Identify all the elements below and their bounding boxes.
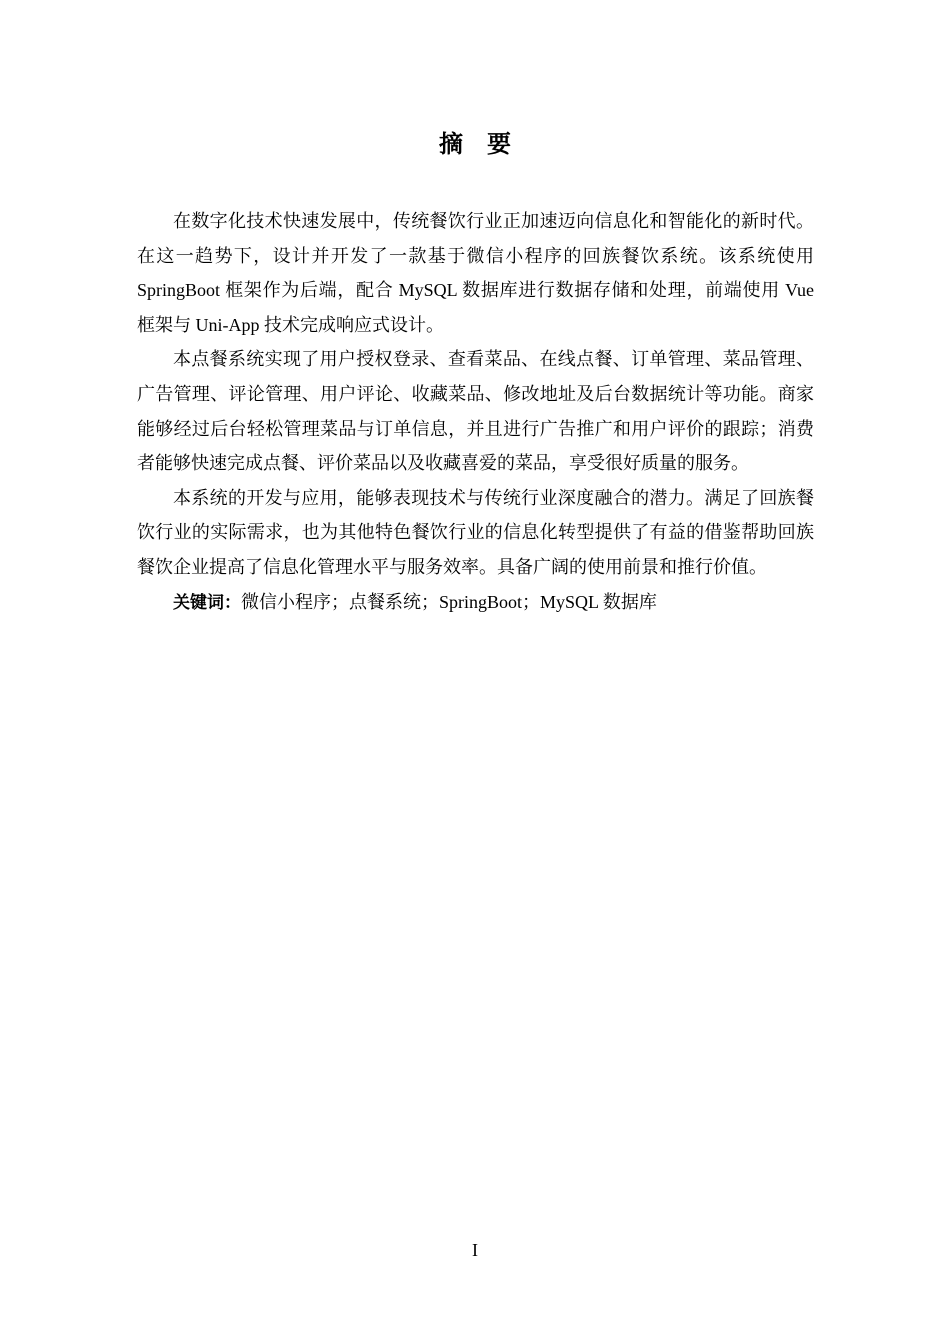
abstract-paragraph-2: 本点餐系统实现了用户授权登录、查看菜品、在线点餐、订单管理、菜品管理、广告管理、评论管理、用户评论、收藏菜品、修改地址及后台数据统计等功能。商家能够经过后台轻松管理菜品与订单信息，并且进行广告推广和用户评价的跟踪；消费者能够快速完成点餐、评价菜品以及收藏喜爱的菜品，享受很好质量的服务。 <box>137 349 814 474</box>
keywords-label: 关键词： <box>173 592 241 613</box>
abstract-title: 摘要 <box>439 130 535 158</box>
page-number: I <box>472 1240 478 1260</box>
keywords-line <box>137 585 814 621</box>
abstract-paragraph-3: 本系统的开发与应用，能够表现技术与传统行业深度融合的潜力。满足了回族餐饮行业的实际需求，也为其他特色餐饮行业的信息化转型提供了有益的借鉴帮助回族餐饮企业提高了信息化管理水平与服务效率。具备广阔的使用前景和推行价值。 <box>137 487 814 577</box>
abstract-body <box>137 204 814 620</box>
abstract-paragraph-1: 在数字化技术快速发展中，传统餐饮行业正加速迈向信息化和智能化的新时代。在这一趋势下，设计并开发了一款基于微信小程序的回族餐饮系统。该系统使用 SpringBoot 框架作为后端，配合 MySQL 数据库进行数据存储和处理，前端使用 Vue 框架与 Uni-App 技术完成响应式设计。 <box>137 211 814 335</box>
keywords-text: 微信小程序；点餐系统；SpringBoot；MySQL 数据库 <box>241 591 657 612</box>
